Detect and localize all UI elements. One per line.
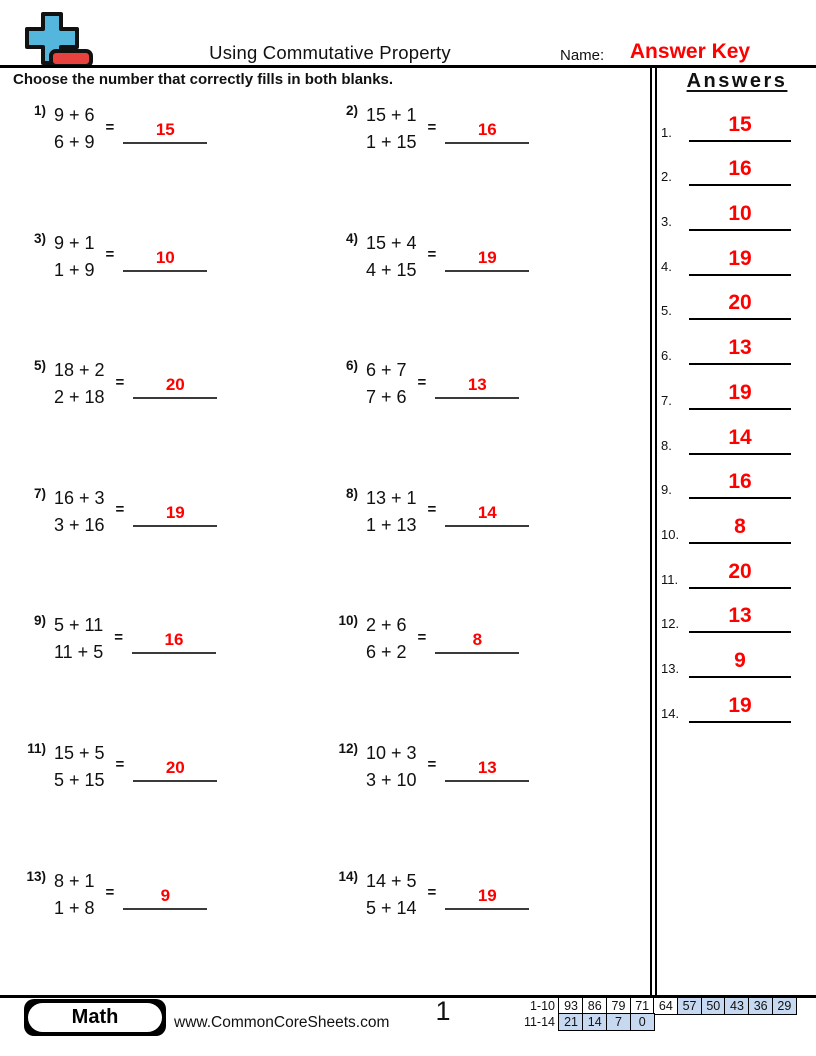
- expression-bottom: 1 + 13: [366, 514, 417, 535]
- equals-sign: =: [114, 628, 123, 646]
- equals-sign: =: [427, 118, 437, 136]
- problem: [328, 481, 640, 609]
- answer-row-number: 2.: [661, 169, 672, 185]
- score-cell: [582, 997, 607, 1015]
- score-value: 79: [611, 999, 626, 1013]
- problem: [16, 608, 328, 736]
- answer-blank: [132, 626, 216, 654]
- answer-row-line: [689, 605, 791, 633]
- expression-top: 5 + 11: [54, 615, 104, 636]
- problem: [328, 608, 640, 736]
- subject-badge: [24, 999, 166, 1036]
- equals-sign: =: [427, 246, 437, 264]
- score-cell: [606, 1013, 631, 1031]
- expression-bottom: 3 + 10: [366, 769, 417, 790]
- answer-value: 19: [165, 502, 185, 522]
- score-value: 86: [587, 999, 602, 1013]
- problem: [328, 98, 640, 226]
- score-cell: [677, 997, 702, 1015]
- answer-row-value: 8: [734, 514, 746, 538]
- answer-row-value: 20: [728, 291, 752, 315]
- answer-row: [658, 186, 816, 231]
- expression-stack: [54, 612, 103, 666]
- answer-row-line: [689, 561, 791, 589]
- expression-top: 8 + 1: [54, 870, 95, 891]
- answer-key-label: Answer Key: [629, 40, 751, 63]
- score-value: 43: [730, 999, 744, 1013]
- answer-row-line: [689, 471, 791, 499]
- answer-row-value: 19: [728, 380, 752, 404]
- equals-sign: =: [417, 628, 427, 646]
- answer-blank: [133, 754, 217, 782]
- answer-row-line: [689, 158, 791, 186]
- answer-row-line: [689, 203, 791, 231]
- answer-value: 10: [155, 247, 175, 267]
- answer-row-number: 8.: [661, 437, 672, 453]
- problem-number: 6): [345, 358, 358, 374]
- answer-value: 20: [165, 375, 185, 395]
- problem: [328, 864, 640, 992]
- score-value: 71: [635, 999, 650, 1013]
- problem: [16, 353, 328, 481]
- expression-stack: [54, 102, 95, 156]
- expression-bottom: 6 + 2: [366, 642, 407, 663]
- expression-top: 15 + 5: [54, 742, 105, 763]
- problem: [16, 736, 328, 864]
- answer-value: 16: [164, 630, 184, 650]
- answer-blank: [123, 116, 207, 144]
- answer-value: 8: [472, 630, 483, 650]
- answer-value: 13: [467, 375, 487, 395]
- problem-number: 8): [345, 485, 358, 501]
- expression-stack: [366, 357, 407, 411]
- equals-sign: =: [115, 373, 125, 391]
- header-divider: [0, 65, 816, 68]
- expression-stack: [54, 740, 105, 794]
- equals-sign: =: [427, 501, 437, 519]
- answer-row-number: 10.: [661, 526, 680, 542]
- answer-row-value: 10: [728, 202, 752, 226]
- problem-number: 7): [33, 485, 46, 501]
- page-title: Using Commutative Property: [209, 42, 451, 63]
- answer-row-number: 11.: [661, 571, 679, 587]
- answer-row-number: 4.: [661, 258, 672, 274]
- score-cell: [630, 997, 655, 1015]
- score-cell: [582, 1013, 607, 1031]
- answer-blank: [123, 882, 207, 910]
- answer-row-number: 14.: [661, 705, 680, 721]
- score-value: 0: [638, 1015, 646, 1030]
- answer-blank: [445, 754, 529, 782]
- expression-stack: [366, 230, 417, 284]
- score-value: 21: [564, 1015, 578, 1030]
- answer-value: 13: [477, 757, 497, 777]
- answer-row: [658, 276, 816, 321]
- expression-stack: [54, 868, 95, 922]
- problem: [328, 226, 640, 354]
- answer-value: 15: [155, 120, 175, 139]
- problem: [16, 98, 328, 226]
- equals-sign: =: [115, 501, 125, 519]
- expression-bottom: 7 + 6: [366, 387, 407, 408]
- score-cell: [748, 997, 773, 1015]
- score-value: 29: [777, 999, 792, 1013]
- score-value: 93: [564, 999, 578, 1013]
- expression-top: 13 + 1: [366, 487, 417, 508]
- expression-top: 10 + 3: [366, 742, 417, 763]
- problem: [328, 736, 640, 864]
- expression-top: 9 + 1: [54, 232, 95, 253]
- answers-heading: Answers: [686, 70, 788, 92]
- score-cell: [724, 997, 749, 1015]
- problem: [16, 481, 328, 609]
- expression-bottom: 6 + 9: [54, 132, 95, 152]
- problem-number: 2): [345, 103, 358, 118]
- answer-row-value: 16: [728, 157, 752, 181]
- answer-blank: [435, 371, 519, 399]
- equals-sign: =: [427, 884, 437, 902]
- answer-blank: [445, 116, 529, 144]
- answer-value: 19: [477, 885, 497, 905]
- score-row: [500, 997, 797, 1015]
- expression-top: 16 + 3: [54, 487, 105, 508]
- score-cell: [606, 997, 631, 1015]
- answer-value: 20: [165, 757, 185, 777]
- answer-row-value: 20: [728, 559, 752, 583]
- problem: [16, 226, 328, 354]
- answer-row: [658, 231, 816, 276]
- answer-row: [658, 320, 816, 365]
- problem-number: 3): [33, 230, 46, 246]
- answer-blank: [445, 244, 529, 272]
- score-cell: [558, 1013, 583, 1031]
- problem-number: 11): [27, 740, 46, 756]
- answer-row-value: 15: [728, 112, 752, 136]
- problem-number: 9): [33, 613, 46, 629]
- answer-row-value: 13: [728, 336, 752, 360]
- answer-row-line: [689, 427, 791, 455]
- answer-row-number: 3.: [661, 214, 672, 230]
- expression-stack: [54, 357, 105, 411]
- answer-row: [658, 589, 816, 634]
- expression-bottom: 3 + 16: [54, 514, 105, 535]
- answer-row-number: 9.: [661, 482, 672, 498]
- subject-badge-label: Math: [28, 1003, 162, 1032]
- answer-row-line: [689, 292, 791, 320]
- score-value: 50: [706, 999, 721, 1013]
- answer-row-line: [689, 114, 791, 142]
- answer-row: [658, 499, 816, 544]
- expression-stack: [366, 612, 407, 666]
- score-range-label: 11-14: [523, 1015, 555, 1030]
- expression-stack: [366, 740, 417, 794]
- expression-bottom: 4 + 15: [366, 259, 417, 280]
- name-label: Name:: [560, 47, 605, 64]
- answer-blank: [445, 882, 529, 910]
- answer-value: 16: [477, 120, 497, 139]
- expression-bottom: 5 + 15: [54, 769, 105, 790]
- problem-number: 5): [33, 358, 46, 374]
- expression-bottom: 1 + 8: [54, 897, 95, 918]
- problem: [16, 864, 328, 992]
- equals-sign: =: [105, 246, 115, 264]
- expression-top: 6 + 7: [366, 360, 407, 381]
- expression-stack: [366, 485, 417, 539]
- answer-row-number: 5.: [661, 303, 672, 319]
- expression-bottom: 2 + 18: [54, 387, 105, 408]
- answer-row-line: [689, 382, 791, 410]
- score-value: 7: [614, 1015, 622, 1030]
- answer-value: 19: [477, 247, 497, 267]
- score-value: 57: [682, 999, 697, 1013]
- answers-list: [658, 97, 816, 723]
- answer-row-value: 19: [728, 693, 752, 717]
- score-cells: [560, 1013, 655, 1031]
- expression-top: 18 + 2: [54, 360, 105, 381]
- answer-row-line: [689, 516, 791, 544]
- answer-row-value: 13: [728, 604, 752, 628]
- page-number: 1: [435, 996, 451, 1026]
- score-cell: [630, 1013, 655, 1031]
- answer-row-line: [689, 695, 791, 723]
- expression-top: 9 + 6: [54, 105, 95, 125]
- answer-row-number: 6.: [661, 348, 672, 364]
- expression-stack: [54, 230, 95, 284]
- problem-number: 4): [345, 230, 358, 246]
- answer-row-line: [689, 650, 791, 678]
- problem-number: 1): [33, 103, 46, 118]
- equals-sign: =: [427, 756, 437, 774]
- answer-blank: [133, 371, 217, 399]
- problem: [328, 353, 640, 481]
- score-cells: [560, 997, 797, 1015]
- instruction-text: Choose the number that correctly fills in both blanks.: [13, 71, 394, 88]
- problem-number: 13): [26, 868, 46, 884]
- score-value: 14: [587, 1015, 602, 1030]
- score-cell: [701, 997, 726, 1015]
- answer-row-number: 12.: [661, 616, 680, 632]
- expression-bottom: 5 + 14: [366, 897, 417, 918]
- score-cell: [558, 997, 583, 1015]
- score-value: 64: [658, 999, 673, 1013]
- answer-row: [658, 142, 816, 187]
- equals-sign: =: [115, 756, 125, 774]
- answer-row: [658, 455, 816, 500]
- score-cell: [772, 997, 797, 1015]
- equals-sign: =: [105, 118, 115, 136]
- answer-blank: [123, 244, 207, 272]
- answer-blank: [133, 499, 217, 527]
- answers-panel: [658, 70, 816, 721]
- problem-number: 14): [338, 868, 358, 884]
- score-value: 36: [753, 999, 768, 1013]
- answer-row: [658, 365, 816, 410]
- answer-row-line: [689, 248, 791, 276]
- score-cell: [653, 997, 678, 1015]
- answer-row-value: 19: [728, 246, 752, 270]
- answer-blank: [445, 499, 529, 527]
- answer-value: 9: [160, 885, 171, 905]
- expression-top: 15 + 1: [366, 105, 417, 125]
- score-grid: [500, 997, 797, 1031]
- answer-row-number: 7.: [661, 392, 672, 408]
- expression-bottom: 1 + 9: [54, 259, 95, 280]
- answer-row-value: 16: [728, 470, 752, 494]
- answer-row: [658, 678, 816, 723]
- problem-number: 12): [338, 740, 358, 756]
- score-range-label: 1-10: [529, 999, 555, 1013]
- expression-top: 15 + 4: [366, 232, 417, 253]
- expression-stack: [366, 102, 417, 156]
- answer-row-value: 9: [734, 648, 746, 672]
- answer-value: 14: [477, 502, 497, 522]
- equals-sign: =: [417, 373, 427, 391]
- problems-grid: [16, 98, 650, 991]
- answer-row-number: 1.: [661, 124, 672, 140]
- answer-row: [658, 544, 816, 589]
- expression-bottom: 1 + 15: [366, 132, 417, 152]
- score-row: [500, 1013, 797, 1031]
- expression-stack: [54, 485, 105, 539]
- answer-row-line: [689, 337, 791, 365]
- problem-number: 10): [338, 613, 358, 629]
- answer-blank: [435, 626, 519, 654]
- answer-row-value: 14: [728, 425, 752, 449]
- expression-top: 2 + 6: [366, 615, 407, 636]
- answer-row-number: 13.: [661, 660, 680, 676]
- answers-column-divider: [650, 67, 657, 996]
- answer-row: [658, 410, 816, 455]
- answer-row: [658, 97, 816, 142]
- expression-top: 14 + 5: [366, 870, 417, 891]
- expression-stack: [366, 868, 417, 922]
- answer-row: [658, 633, 816, 678]
- website-link: www.CommonCoreSheets.com: [174, 1014, 390, 1031]
- equals-sign: =: [105, 884, 115, 902]
- expression-bottom: 11 + 5: [54, 642, 104, 663]
